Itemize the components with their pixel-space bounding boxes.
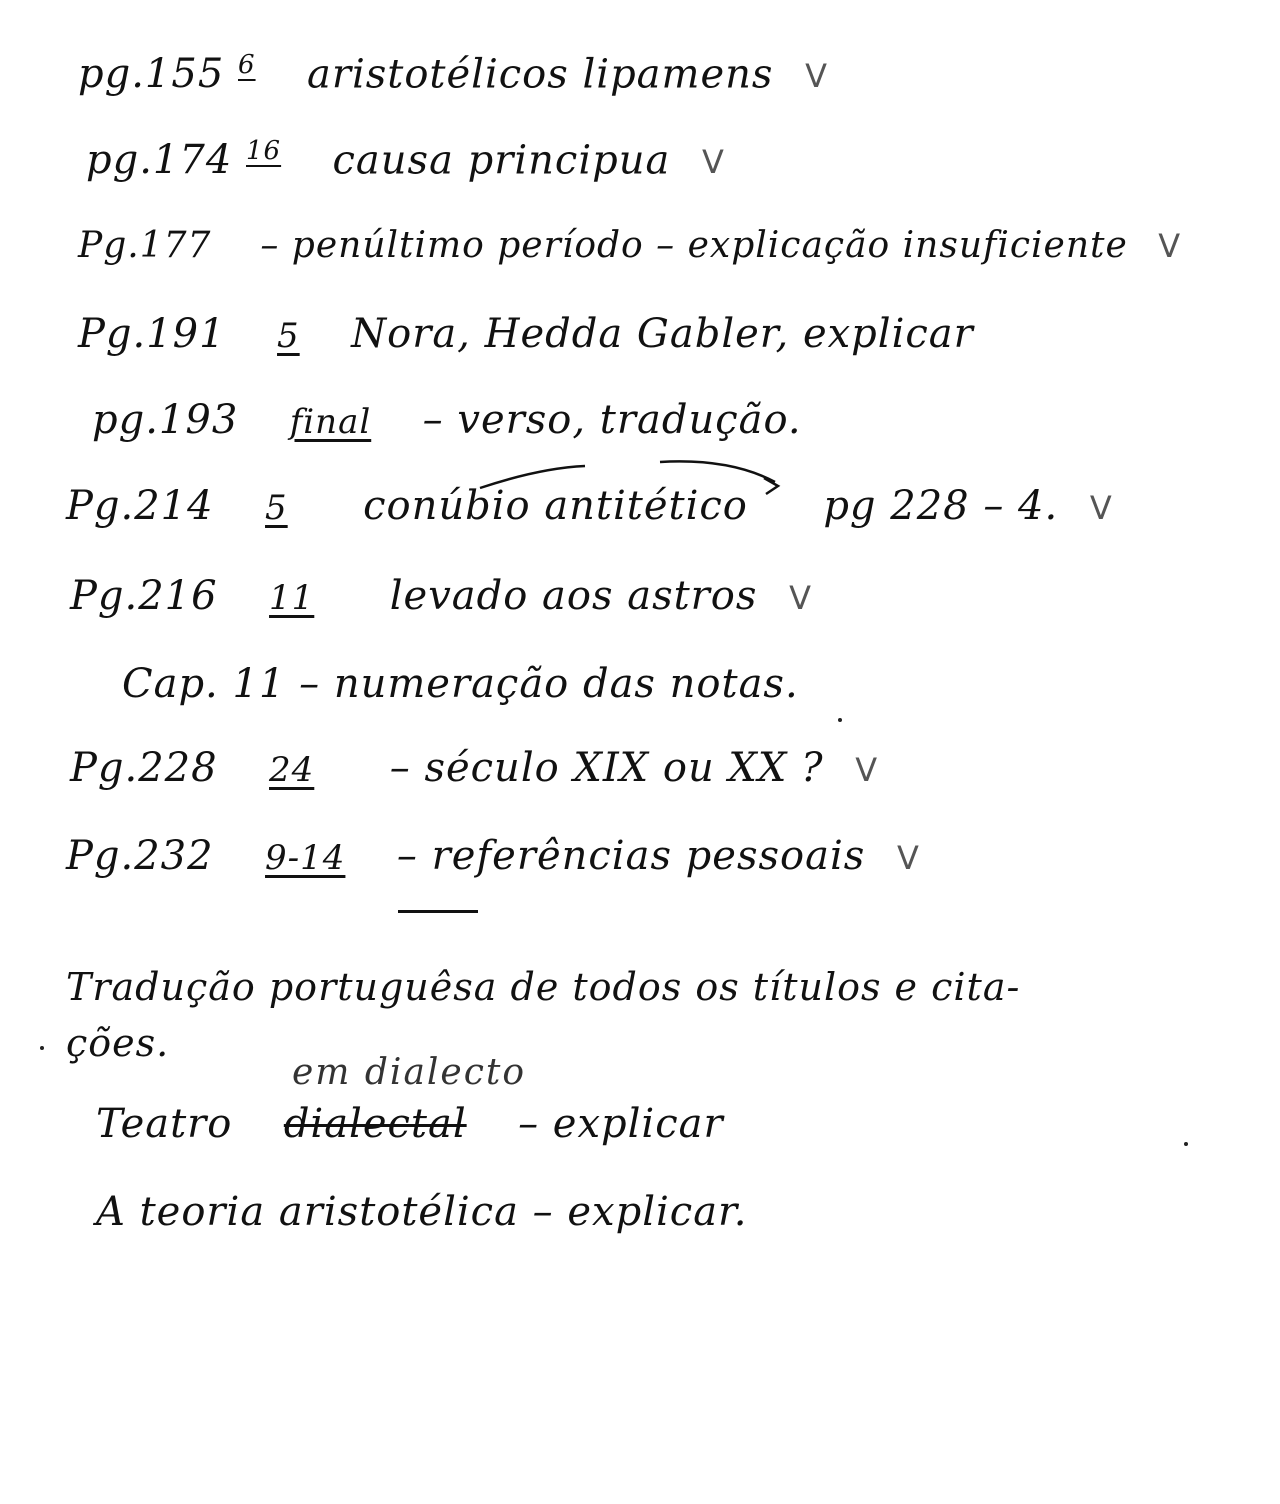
page-ref: pg.174 <box>86 137 233 184</box>
note-text: aristotélicos lipamens <box>306 51 774 98</box>
checkmark: V <box>789 579 813 617</box>
line-number: 16 <box>246 136 282 166</box>
struck-word: dialectal <box>283 1101 467 1147</box>
note-text: – penúltimo período – explicação insuficiente <box>260 225 1128 266</box>
page-ref: Pg.232 <box>66 833 214 879</box>
paragraph-line-1: Tradução portuguêsa de todos os títulos e cita- <box>66 965 1021 1009</box>
note-line-8 <box>122 661 799 707</box>
line-number: 24 <box>269 750 315 790</box>
teatro-start: Teatro <box>96 1101 233 1147</box>
teoria-line: A teoria aristotélica – explicar. <box>96 1189 748 1235</box>
note-line-9 <box>70 745 879 791</box>
note-text: conúbio antitético <box>363 483 748 529</box>
inserted-text: em dialecto <box>292 1052 527 1093</box>
note-text: – século XIX ou XX ? <box>389 745 824 791</box>
page-ref: Pg.228 <box>70 745 218 791</box>
line-number: 5 <box>265 488 288 528</box>
note-text: – referências pessoais <box>396 833 866 879</box>
line-number: 11 <box>269 578 315 618</box>
checkmark: V <box>805 57 829 96</box>
line-number: 5 <box>277 316 300 356</box>
note-text: – verso, tradução. <box>422 397 802 443</box>
checkmark: V <box>896 839 920 877</box>
checkmark: V <box>1158 227 1182 265</box>
teatro-end: – explicar <box>518 1101 724 1147</box>
paragraph-line-2: ções. <box>66 1021 170 1065</box>
note-line-7 <box>70 573 813 619</box>
line-number: 6 <box>238 50 256 80</box>
checkmark: V <box>702 143 725 182</box>
arrow-target: pg 228 – 4. <box>823 483 1059 529</box>
line-number: final <box>289 402 372 442</box>
page-ref: pg.193 <box>92 397 239 443</box>
note-text: causa principua <box>332 137 671 184</box>
page-ref: Pg.214 <box>66 483 214 529</box>
note-text: Cap. 11 – numeração das notas. <box>122 661 799 707</box>
page-ref: Pg.177 <box>78 225 212 266</box>
page-ref: Pg.191 <box>78 311 226 357</box>
line-number: 9-14 <box>265 838 346 878</box>
checkmark: V <box>855 751 879 789</box>
note-text: Nora, Hedda Gabler, explicar <box>351 311 974 357</box>
page-ref: pg.155 <box>78 51 225 98</box>
note-text: levado aos astros <box>389 573 758 619</box>
divider-line <box>398 910 478 913</box>
note-line-10 <box>66 833 920 879</box>
scan-speck <box>838 718 842 722</box>
teatro-line <box>96 1101 724 1147</box>
ink-mark <box>40 1046 44 1050</box>
page-ref: Pg.216 <box>70 573 218 619</box>
checkmark: V <box>1089 489 1113 527</box>
scan-speck <box>1184 1142 1188 1146</box>
